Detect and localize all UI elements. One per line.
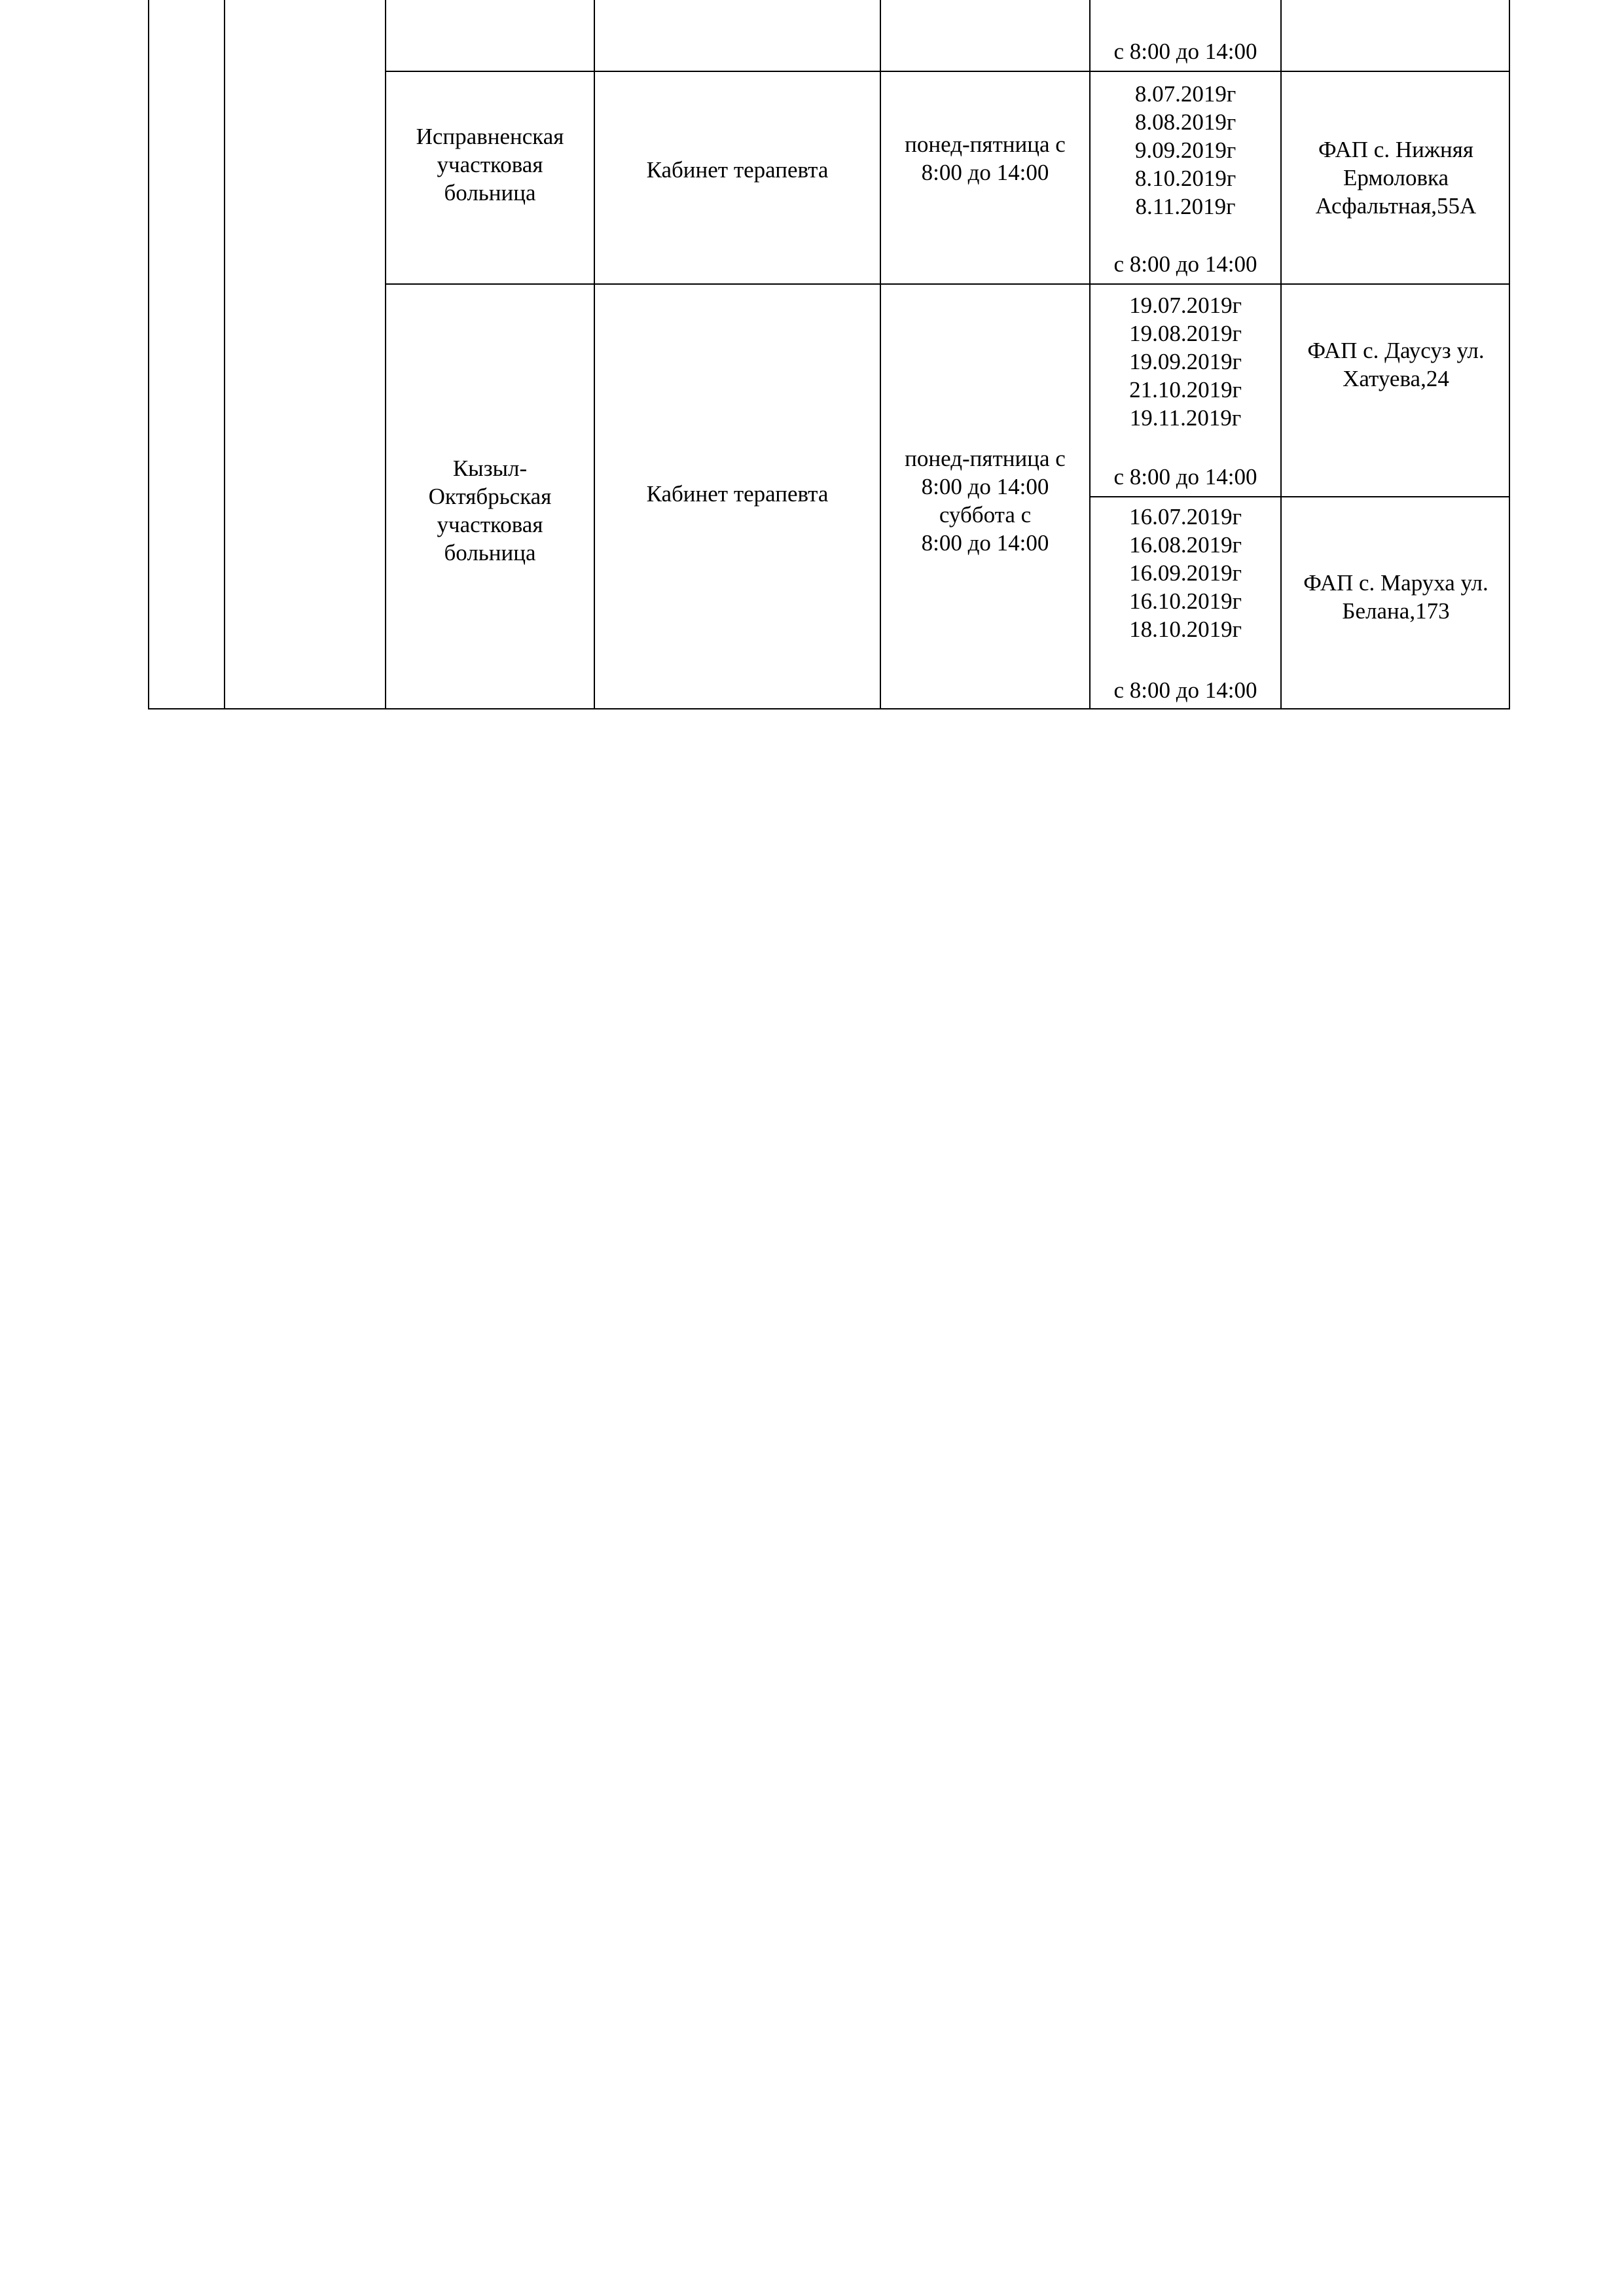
visit-date: 8.08.2019г (1134, 109, 1236, 135)
visit-date: 16.08.2019г (1129, 532, 1242, 558)
visit-time: с 8:00 до 14:00 (1113, 677, 1257, 703)
visit-date: 8.11.2019г (1135, 194, 1236, 219)
schedule-line: 8:00 до 14:00 (921, 529, 1049, 556)
visit-time: с 8:00 до 14:00 (1113, 464, 1257, 490)
visit-date: 16.09.2019г (1129, 560, 1242, 586)
location-line: Хатуева,24 (1343, 365, 1449, 391)
institution-line: участковая (437, 152, 543, 177)
visit-time: с 8:00 до 14:00 (1113, 251, 1257, 277)
schedule-line: суббота с (939, 501, 1032, 528)
visit-time: с 8:00 до 14:00 (1113, 39, 1257, 64)
location-line: Белана,173 (1342, 598, 1450, 624)
visit-dates-list (1091, 497, 1280, 643)
visit-date: 19.09.2019г (1129, 349, 1242, 374)
visit-date: 9.09.2019г (1134, 137, 1236, 163)
location-line: Ермоловка (1343, 165, 1449, 190)
location-line: ФАП с. Даусуз ул. (1307, 337, 1485, 363)
grid-line (224, 0, 225, 709)
location-cell (1282, 497, 1510, 709)
location-cell (1282, 72, 1510, 283)
location-cell (1282, 285, 1510, 496)
visit-dates-list (1091, 285, 1280, 432)
visit-date: 21.10.2019г (1129, 377, 1242, 403)
schedule-cell (881, 285, 1089, 709)
schedule-table (148, 0, 1510, 709)
visit-dates-list (1091, 72, 1280, 221)
institution-cell (386, 285, 594, 709)
visit-date: 8.10.2019г (1134, 166, 1236, 191)
visit-dates-cell (1091, 497, 1280, 709)
visit-date: 16.10.2019г (1129, 588, 1242, 614)
institution-line: Исправненская (416, 124, 564, 149)
office-cell (595, 285, 880, 709)
office-cell (595, 72, 880, 283)
location-line: ФАП с. Нижняя (1318, 137, 1473, 162)
institution-line: больница (444, 539, 536, 565)
visit-date: 16.07.2019г (1129, 504, 1242, 529)
location-line: ФАП с. Маруха ул. (1303, 570, 1489, 596)
visit-date: 19.11.2019г (1129, 405, 1242, 431)
visit-date: 8.07.2019г (1134, 81, 1236, 107)
institution-cell (386, 72, 594, 283)
institution-line: Кызыл- (452, 455, 528, 481)
schedule-line: 8:00 до 14:00 (921, 473, 1049, 499)
visit-dates-cell (1091, 72, 1280, 283)
schedule-line: 8:00 до 14:00 (921, 159, 1049, 185)
schedule-line: понед-пятница с (905, 445, 1066, 471)
schedule-line: понед-пятница с (905, 131, 1066, 157)
visit-date: 19.08.2019г (1129, 321, 1242, 346)
top-row-dates-cell (1091, 0, 1280, 71)
institution-line: участковая (437, 511, 543, 537)
office-label: Кабинет терапевта (646, 481, 829, 507)
institution-line: больница (444, 180, 536, 206)
visit-date: 18.10.2019г (1129, 617, 1242, 642)
institution-line: Октябрьская (428, 483, 552, 509)
visit-date: 19.07.2019г (1129, 293, 1242, 318)
visit-dates-cell (1091, 285, 1280, 496)
office-label: Кабинет терапевта (646, 157, 829, 183)
schedule-cell (881, 72, 1089, 283)
location-line: Асфальтная,55А (1315, 193, 1477, 219)
